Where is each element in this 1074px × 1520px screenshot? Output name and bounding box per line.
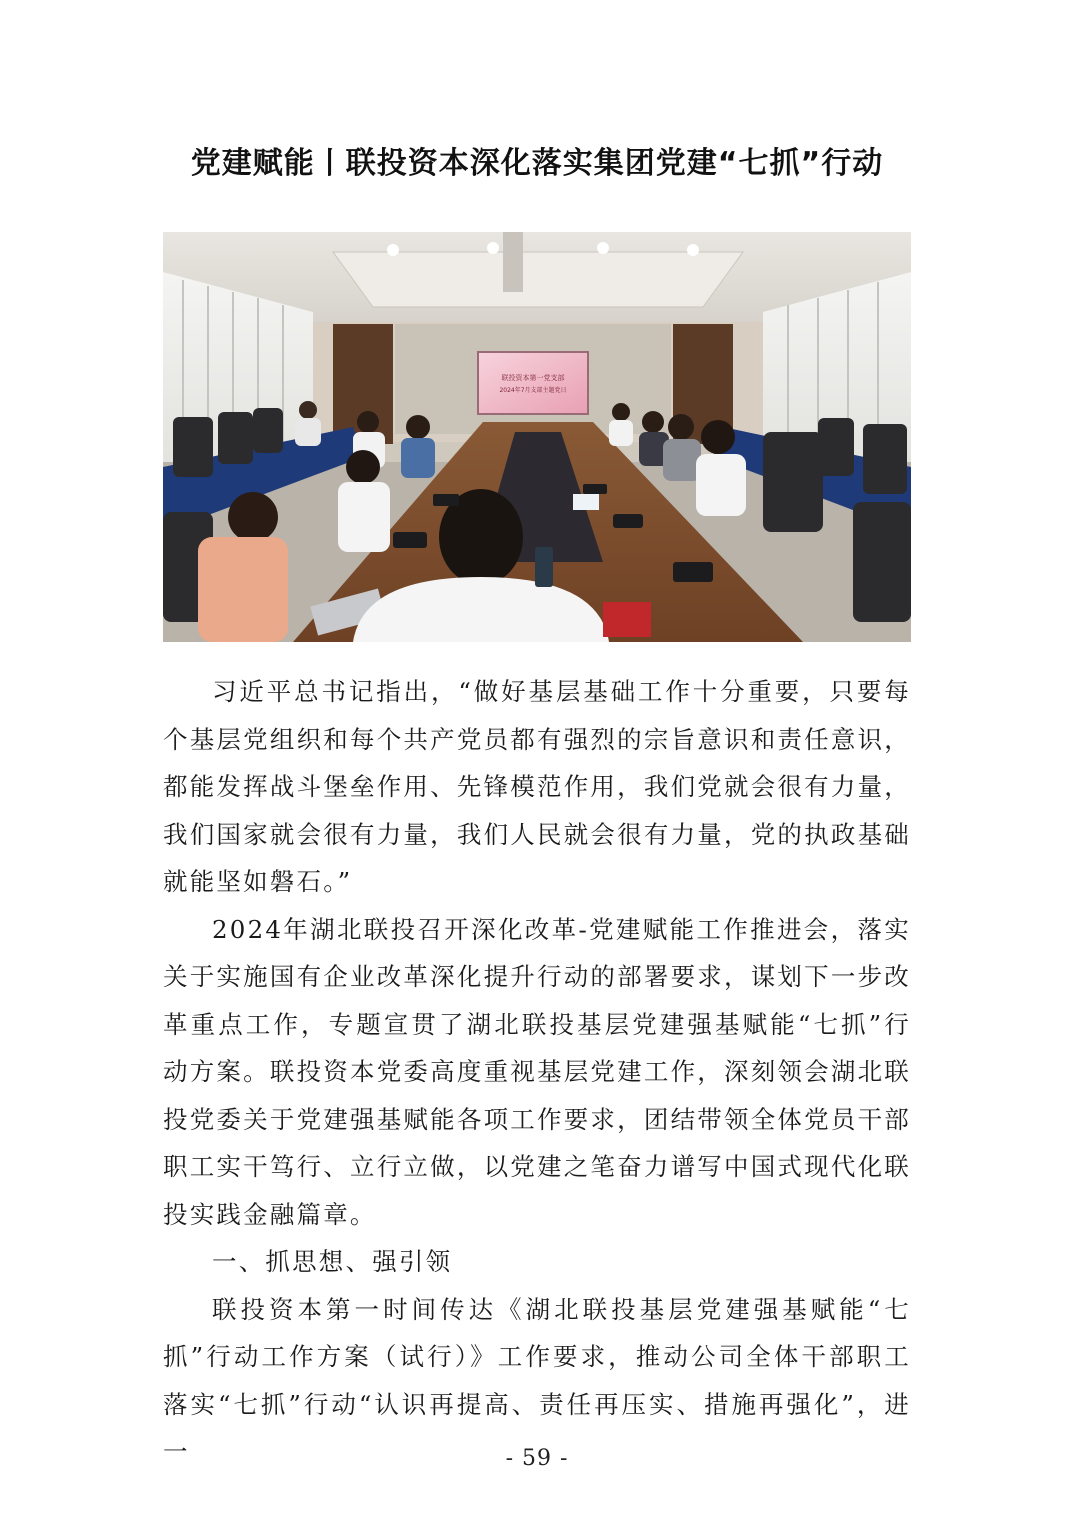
page-title: 党建赋能丨联投资本深化落实集团党建“七抓”行动 — [190, 146, 884, 181]
meeting-photo — [163, 232, 911, 642]
paragraph-quote: 习近平总书记指出，“做好基层基础工作十分重要，只要每个基层党组织和每个共产党员都有强烈的宗旨意识和责任意识，都能发挥战斗堡垒作用、先锋模范作用，我们党就会很有力量，我们国家就会很有力量，我们人民就会很有力量，党的执政基础就能坚如磐石。” — [163, 677, 911, 896]
paragraph-section-1: 联投资本第一时间传达《湖北联投基层党建强基赋能“七抓”行动工作方案（试行）》工作要求，推动公司全体干部职工落实“七抓”行动“认识再提高、责任再压实、措施再强化”，进一 — [163, 1294, 911, 1466]
screen-text-line-2: 2024年7月支部主题党日 — [499, 387, 567, 394]
page-number-value: 59 — [522, 1446, 552, 1471]
page-number-dash-left: - — [505, 1446, 514, 1471]
paragraph-background: 2024年湖北联投召开深化改革-党建赋能工作推进会，落实关于实施国有企业改革深化提升行动的部署要求，谋划下一步改革重点工作，专题宣贯了湖北联投基层党建强基赋能“七抓”行动方案。联投资本党委高度重视基层党建工作，深刻领会湖北联投党委关于党建强基赋能各项工作要求，团结带领全体党员干部职工实干笃行、立行立做，以党建之笔奋力谱写中国式现代化联投实践金融篇章。 — [163, 914, 911, 1229]
article-body — [163, 668, 911, 1476]
meeting-room-illustration — [163, 232, 911, 642]
page-number — [0, 1446, 1074, 1471]
page-number-dash-right: - — [560, 1446, 569, 1471]
screen-text-line-1: 联投资本第一党支部 — [501, 374, 565, 382]
section-heading: 一、抓思想、强引领 — [212, 1247, 453, 1276]
